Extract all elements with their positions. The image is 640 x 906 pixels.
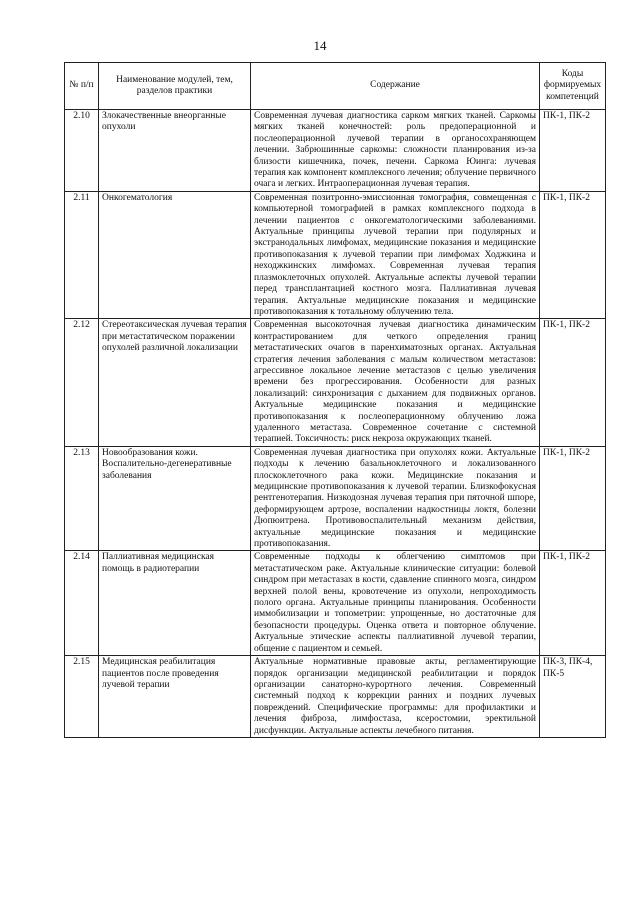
table-row [65,656,606,738]
row-codes: ПК-1, ПК-2 [540,319,606,446]
row-num: 2.14 [65,551,99,656]
header-content: Содержание [251,63,540,110]
page-number: 14 [313,38,327,53]
table-header-row [65,63,606,110]
row-name: Медицинская реабилитация пациентов после проведения лучевой терапии [99,656,251,738]
header-name: Наименование модулей, тем, разделов практики [99,63,251,110]
row-num: 2.15 [65,656,99,738]
table-row [65,110,606,192]
row-name: Стереотаксическая лучевая терапия при метастатическом поражении опухолей различной локализации [99,319,251,446]
program-table [64,62,606,738]
row-content: Современная позитронно-эмиссионная томография, совмещенная с компьютерной томографией в рамках комплексного подхода в лечении пациентов с онкогематологическими заболеваниями. Актуальные принципы лучевой терапии при подулярных и экстранодальных лимфомах, медицинские показания и медицинские противопоказания к лучевой терапии при лимфомах Ходжкина и неходжкинских лимфомах. Современная лучевая терапия плазмоклеточных опухолей. Актуальные аспекты лучевой терапии перед трансплантацией костного мозга. Паллиативная лучевая терапия. Актуальные медицинские показания и медицинские противопоказания к тотальному облучению тела. [251,191,540,318]
row-name: Онкогематология [99,191,251,318]
header-codes: Коды формируемых компетенций [540,63,606,110]
row-codes: ПК-3, ПК-4, ПК-5 [540,656,606,738]
row-codes: ПК-1, ПК-2 [540,110,606,192]
row-num: 2.12 [65,319,99,446]
row-num: 2.11 [65,191,99,318]
table-row [65,191,606,318]
table-row [65,319,606,446]
row-name: Злокачественные внеорганные опухоли [99,110,251,192]
row-content: Современная лучевая диагностика сарком мягких тканей. Саркомы мягких тканей конечностей: роль предоперационной и послеоперационной лучевой терапии в органосохраняющем лечении. Забрюшинные саркомы: сложности планирования из-за близости кишечника, почек, печени. Саркома Юинга: лучевая терапия как компонент комплексного лечения; облучение первичного очага и легких. Интраоперационная лучевая терапия. [251,110,540,192]
row-num: 2.10 [65,110,99,192]
row-num: 2.13 [65,446,99,551]
table-row [65,551,606,656]
table-row [65,446,606,551]
header-num: № п/п [65,63,99,110]
row-content: Современная высокоточная лучевая диагностика динамическим контрастированием для четкого определения границ метастатических очагов в паренхиматозных органах. Актуальная стратегия лечения заболевания с малым количеством метастазов: агрессивное локальное лечение метастазов с целью увеличения времени без прогрессирования. Особенности для разных локализаций: синхронизация с дыханием для подвижных органов. Актуальные медицинские показания и медицинские противопоказания к послеоперационному облучению ложа удаленного метастаза. Современное сочетание с системной терапией. Токсичность: риск некроза окружающих тканей. [251,319,540,446]
row-codes: ПК-1, ПК-2 [540,191,606,318]
row-content: Современная лучевая диагностика при опухолях кожи. Актуальные подходы к лечению базальноклеточного и локализованного плоскоклеточного рака кожи. Медицинские показания и медицинские противопоказания к лучевой терапии. Близкофокусная рентгенотерапия. Низкодозная лучевая терапия при пяточной шпоре, деформирующем артрозе, воспалении надкостницы локтя, болезни Дюпюитрена. Противовоспалительный механизм действия, актуальные медицинские показания и медицинские противопоказания. [251,446,540,551]
row-content: Актуальные нормативные правовые акты, регламентирующие порядок организации медицинской реабилитации и порядок организации санаторно-курортного лечения. Современный системный подход к коррекции ранних и поздних лучевых повреждений. Специфические программы: для профилактики и лечения фиброза, лимфостаза, ксеростомии, эректильной дисфункции. Актуальные аспекты лечебного питания. [251,656,540,738]
row-codes: ПК-1, ПК-2 [540,446,606,551]
row-codes: ПК-1, ПК-2 [540,551,606,656]
row-content: Современные подходы к облегчению симптомов при метастатическом раке. Актуальные клинические ситуации: болевой синдром при метастазах в кости, сдавление спинного мозга, синдром верхней полой вены, кровотечение из опухоли, непроходимость полого органа. Актуальные принципы планирования. Особенности иммобилизации и топометрии: упрощенные, но достаточные для безопасности процедуры. Оценка ответа и повторное облучение. Актуальные этические аспекты паллиативной лучевой терапии, общение с пациентом и семьей. [251,551,540,656]
row-name: Паллиативная медицинская помощь в радиотерапии [99,551,251,656]
row-name: Новообразования кожи. Воспалительно-дегенеративные заболевания [99,446,251,551]
